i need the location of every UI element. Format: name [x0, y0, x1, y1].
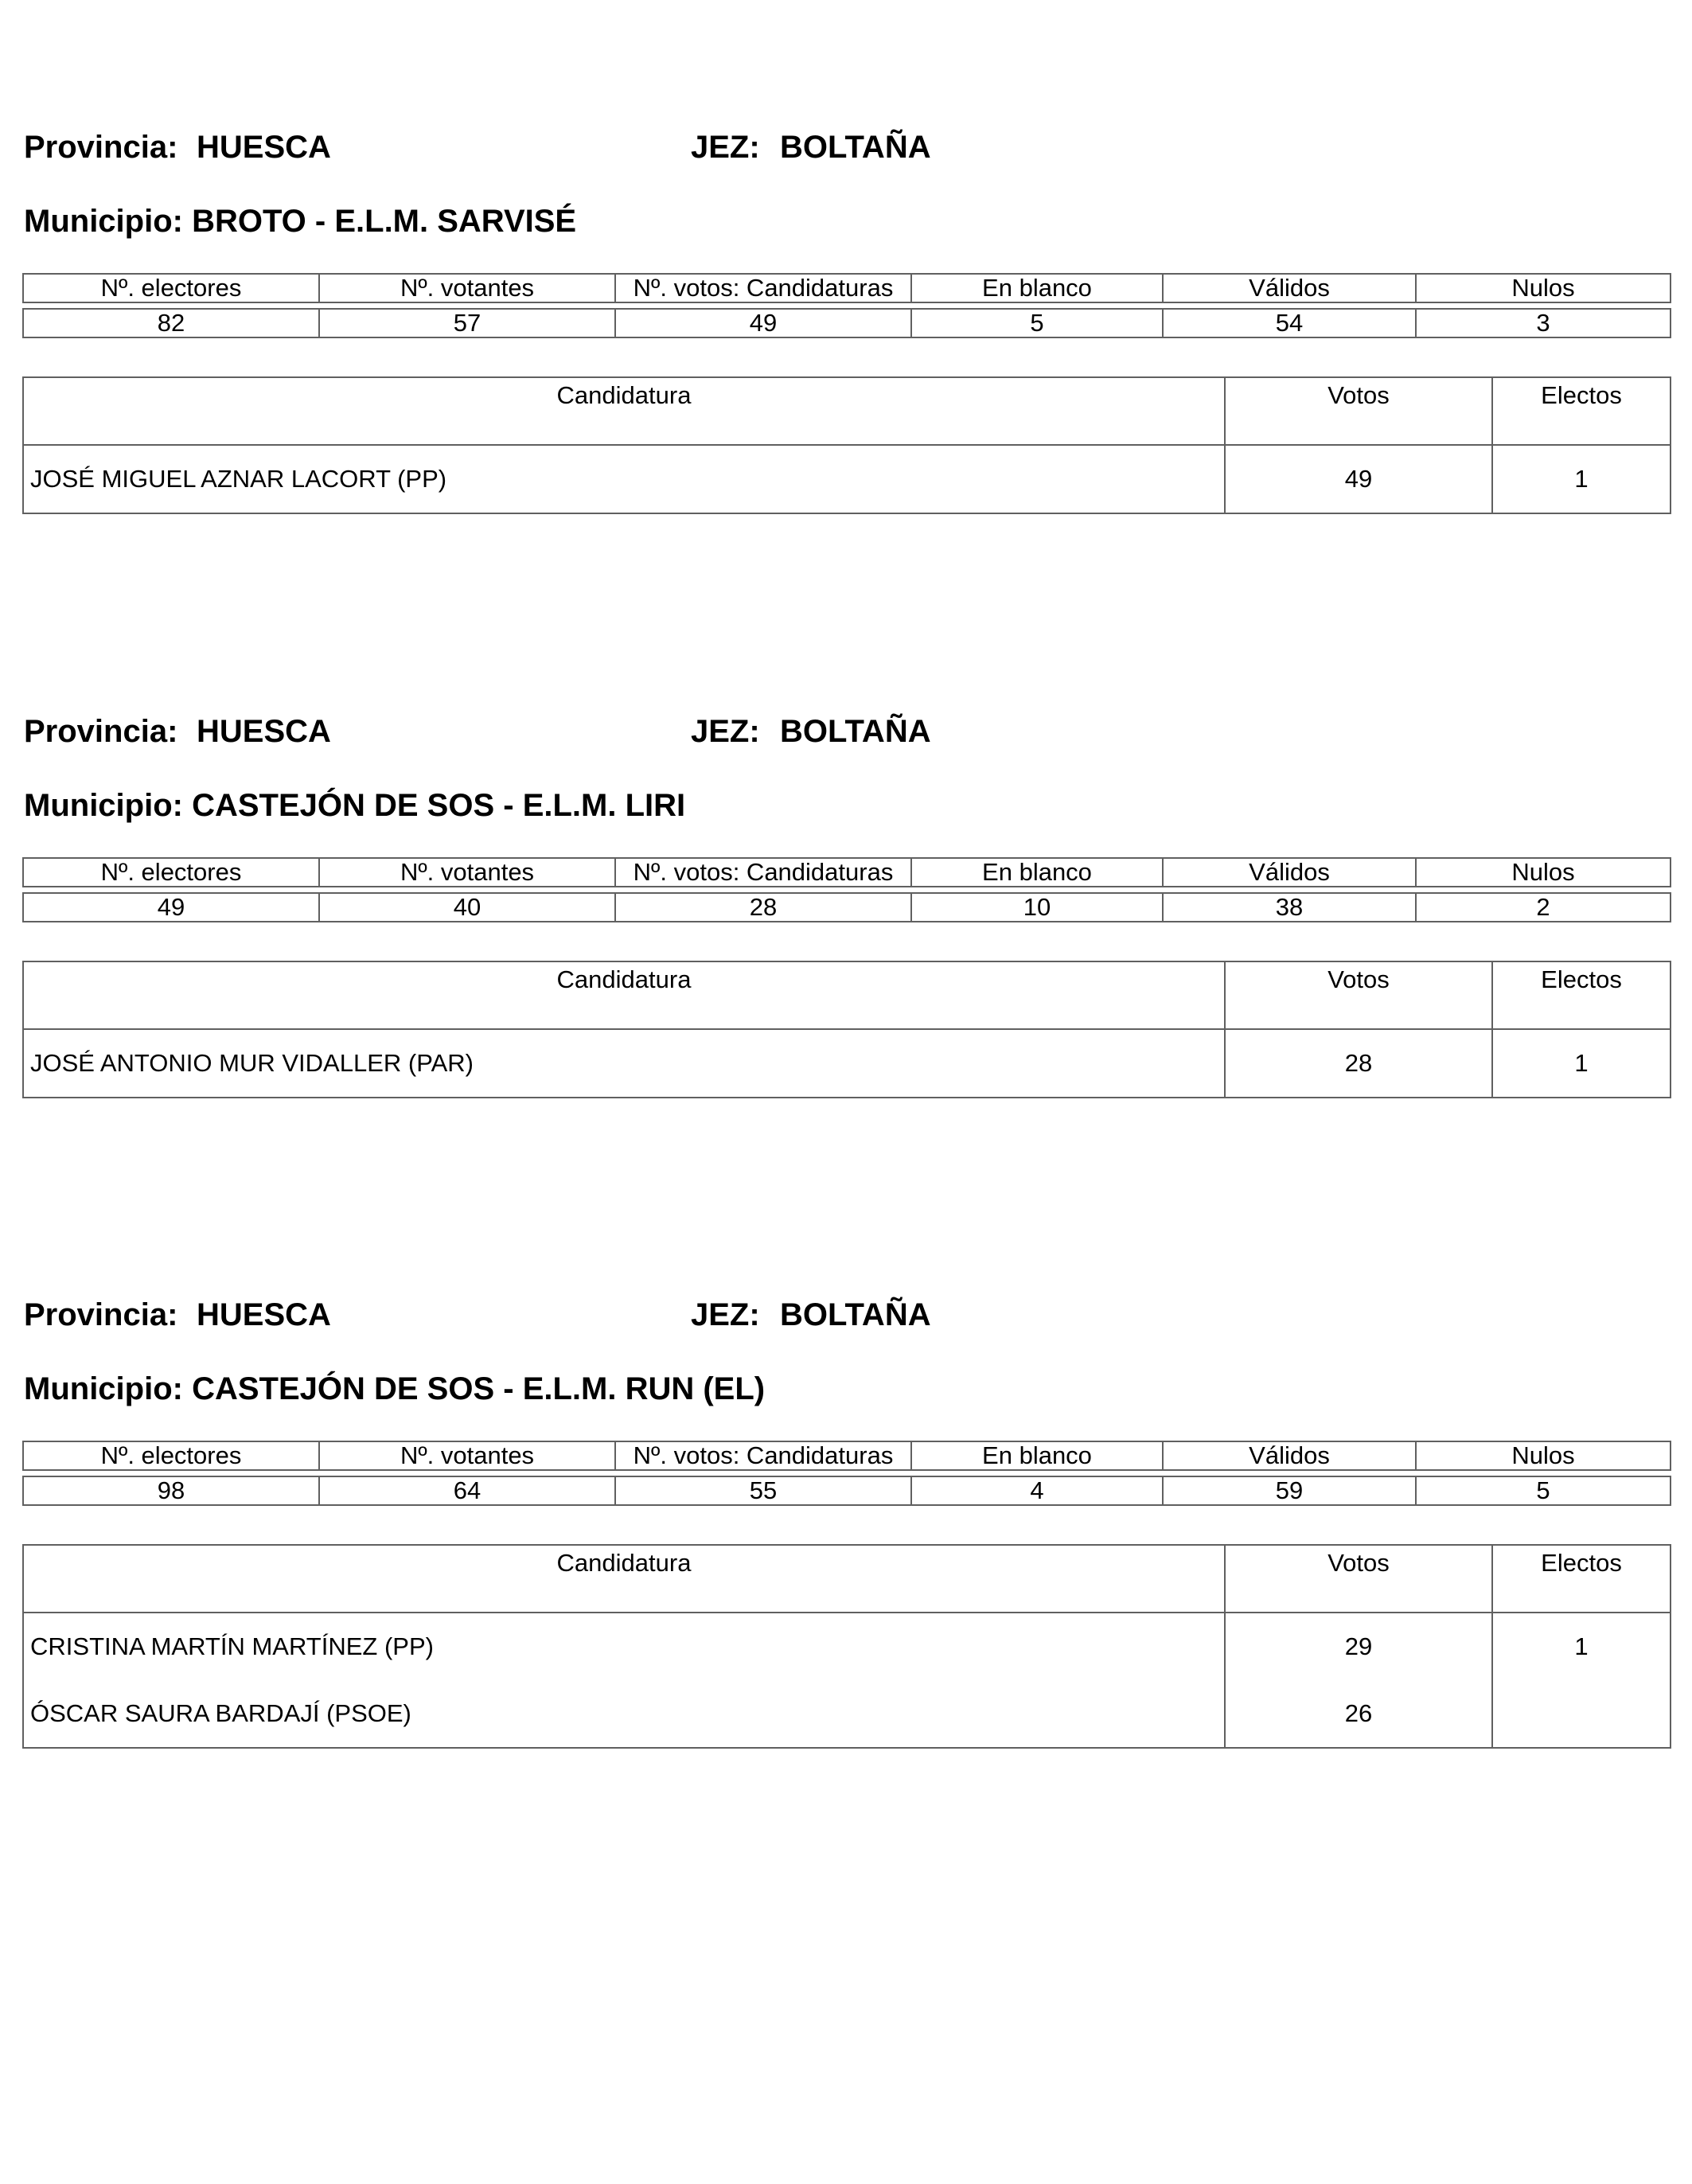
stats-header-row	[23, 858, 1671, 887]
stats-table	[22, 273, 1671, 338]
header-line	[22, 704, 1670, 759]
stats-header-electores: Nº. electores	[23, 274, 319, 302]
stats-value-nulos: 5	[1416, 1476, 1671, 1505]
stats-value-row	[23, 309, 1671, 337]
candidates-table	[22, 961, 1671, 1098]
stats-value-en-blanco: 5	[911, 309, 1163, 337]
provincia-label: Provincia:	[24, 130, 178, 165]
stats-header-votantes: Nº. votantes	[319, 858, 615, 887]
stats-header-votantes: Nº. votantes	[319, 1441, 615, 1470]
candidate-electos: 1	[1492, 1613, 1671, 1680]
header-line	[22, 119, 1670, 175]
stats-value-nulos: 2	[1416, 893, 1671, 922]
stats-header-electores: Nº. electores	[23, 858, 319, 887]
stats-header-votos-candidaturas: Nº. votos: Candidaturas	[615, 1441, 911, 1470]
candidates-table	[22, 1544, 1671, 1749]
stats-value-votos-candidaturas: 28	[615, 893, 911, 922]
stats-value-votos-candidaturas: 55	[615, 1476, 911, 1505]
results-block-run	[22, 1287, 1670, 1749]
results-block-liri	[22, 704, 1670, 1098]
municipio-value: CASTEJÓN DE SOS - E.L.M. LIRI	[192, 788, 686, 823]
provincia-value: HUESCA	[197, 714, 331, 749]
votos-header: Votos	[1225, 377, 1492, 445]
stats-value-validos: 38	[1163, 893, 1416, 922]
header-line	[22, 1287, 1670, 1343]
electos-header: Electos	[1492, 1545, 1671, 1613]
stats-header-votantes: Nº. votantes	[319, 274, 615, 302]
stats-value-votantes: 40	[319, 893, 615, 922]
results-block-sarvise	[22, 119, 1670, 514]
provincia-value: HUESCA	[197, 1297, 331, 1332]
municipio-title	[22, 778, 1670, 833]
candidate-votos: 49	[1225, 445, 1492, 513]
candidate-name: CRISTINA MARTÍN MARTÍNEZ (PP)	[23, 1613, 1225, 1680]
stats-value-validos: 59	[1163, 1476, 1416, 1505]
stats-header-row	[23, 1441, 1671, 1470]
candidate-name: JOSÉ ANTONIO MUR VIDALLER (PAR)	[23, 1029, 1225, 1098]
votos-header: Votos	[1225, 961, 1492, 1029]
stats-header-validos: Válidos	[1163, 274, 1416, 302]
municipio-label: Municipio:	[24, 204, 193, 239]
municipio-title	[22, 1361, 1670, 1417]
candidate-electos	[1492, 1680, 1671, 1748]
stats-header-electores: Nº. electores	[23, 1441, 319, 1470]
candidates-table	[22, 376, 1671, 514]
votos-header: Votos	[1225, 1545, 1492, 1613]
candidate-row	[23, 445, 1671, 513]
jez-value: BOLTAÑA	[780, 1297, 931, 1332]
provincia-label: Provincia:	[24, 714, 178, 749]
jez-value: BOLTAÑA	[780, 714, 931, 749]
stats-value-electores: 98	[23, 1476, 319, 1505]
candidatura-header: Candidatura	[23, 377, 1225, 445]
jez-value: BOLTAÑA	[780, 130, 931, 165]
candidate-row	[23, 1029, 1671, 1098]
stats-header-nulos: Nulos	[1416, 274, 1671, 302]
candidate-votos: 26	[1225, 1680, 1492, 1748]
candidate-row	[23, 1680, 1671, 1748]
municipio-value: BROTO - E.L.M. SARVISÉ	[192, 204, 577, 239]
stats-value-electores: 82	[23, 309, 319, 337]
candidates-header-row	[23, 961, 1671, 1029]
stats-value-en-blanco: 4	[911, 1476, 1163, 1505]
stats-header-nulos: Nulos	[1416, 1441, 1671, 1470]
municipio-label: Municipio:	[24, 1371, 193, 1406]
stats-value-votos-candidaturas: 49	[615, 309, 911, 337]
candidate-name: ÓSCAR SAURA BARDAJÍ (PSOE)	[23, 1680, 1225, 1748]
provincia-label: Provincia:	[24, 1297, 178, 1332]
stats-value-validos: 54	[1163, 309, 1416, 337]
jez-label: JEZ:	[691, 130, 760, 165]
stats-value-votantes: 64	[319, 1476, 615, 1505]
stats-header-votos-candidaturas: Nº. votos: Candidaturas	[615, 858, 911, 887]
stats-value-nulos: 3	[1416, 309, 1671, 337]
provincia-value: HUESCA	[197, 130, 331, 165]
municipio-title	[22, 193, 1670, 249]
stats-table	[22, 1441, 1671, 1506]
candidate-electos: 1	[1492, 445, 1671, 513]
stats-value-votantes: 57	[319, 309, 615, 337]
stats-header-row	[23, 274, 1671, 302]
stats-header-en-blanco: En blanco	[911, 858, 1163, 887]
candidatura-header: Candidatura	[23, 961, 1225, 1029]
candidate-row	[23, 1613, 1671, 1680]
candidate-votos: 29	[1225, 1613, 1492, 1680]
stats-value-row	[23, 1476, 1671, 1505]
stats-header-votos-candidaturas: Nº. votos: Candidaturas	[615, 274, 911, 302]
stats-header-validos: Válidos	[1163, 1441, 1416, 1470]
stats-value-row	[23, 893, 1671, 922]
candidatura-header: Candidatura	[23, 1545, 1225, 1613]
stats-header-en-blanco: En blanco	[911, 1441, 1163, 1470]
stats-header-nulos: Nulos	[1416, 858, 1671, 887]
municipio-value: CASTEJÓN DE SOS - E.L.M. RUN (EL)	[192, 1371, 766, 1406]
stats-table	[22, 857, 1671, 922]
candidate-electos: 1	[1492, 1029, 1671, 1098]
candidate-name: JOSÉ MIGUEL AZNAR LACORT (PP)	[23, 445, 1225, 513]
electos-header: Electos	[1492, 377, 1671, 445]
stats-header-validos: Válidos	[1163, 858, 1416, 887]
candidate-votos: 28	[1225, 1029, 1492, 1098]
candidates-header-row	[23, 1545, 1671, 1613]
municipio-label: Municipio:	[24, 788, 193, 823]
stats-value-en-blanco: 10	[911, 893, 1163, 922]
stats-header-en-blanco: En blanco	[911, 274, 1163, 302]
jez-label: JEZ:	[691, 714, 760, 749]
stats-value-electores: 49	[23, 893, 319, 922]
jez-label: JEZ:	[691, 1297, 760, 1332]
electos-header: Electos	[1492, 961, 1671, 1029]
candidates-header-row	[23, 377, 1671, 445]
